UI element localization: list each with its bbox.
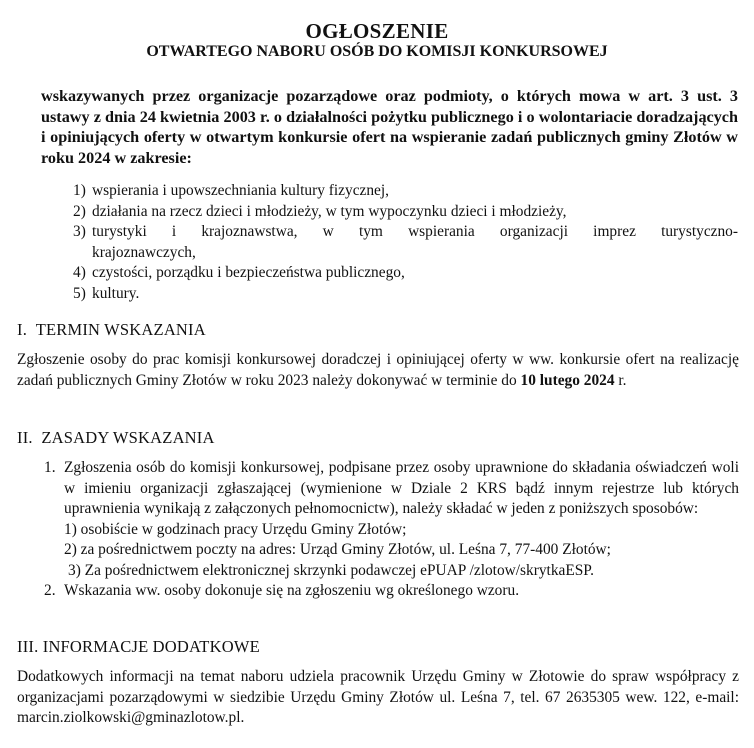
deadline-date: 10 lutego 2024 (520, 371, 615, 389)
deadline-text-end: r. (614, 371, 627, 389)
method-item: 2) za pośrednictwem poczty na adres: Urząd Gminy Złotów, ul. Leśna 7, 77-400 Złotów; (64, 541, 611, 558)
list-item-number: 2) (73, 202, 86, 220)
list-item-number: 1) (73, 182, 86, 199)
scope-list (73, 181, 738, 304)
list-item-text: czystości, porządku i bezpieczeństwa publicznego, (92, 264, 405, 281)
method-item: 1) osobiście w godzinach pracy Urzędu Gminy Złotów; (64, 520, 407, 538)
list-item-number: 3) (73, 223, 86, 240)
list-item-text: Zgłoszenia osób do komisji konkursowej, podpisane przez osoby uprawnione do składania oświadczeń woli w imieniu organizacji zgłaszającej (wymienione w Dziale 2 KRS bądź innym rejestrze lub których uprawnienia wynikają z załączonych pełnomocnictw), należy składać w jeden z poniższych sposobów: (64, 459, 739, 517)
rules-list (44, 458, 739, 602)
list-item-text: Wskazania ww. osoby dokonuje się na zgłoszeniu wg określonego wzoru. (64, 582, 520, 599)
list-item-text-continuation: krajoznawczych, (92, 243, 196, 261)
deadline-text: Zgłoszenie osoby do prac komisji konkursowej doradczej i opiniującej oferty w ww. konkursie ofert na realizację zadań publicznych Gminy Złotów w roku 2023 należy dokonywać w terminie do (17, 351, 739, 389)
list-item-text-wrap (92, 222, 738, 263)
list-item-text: turystyki i krajoznawstwa, w tym wspierania organizacji imprez turystyczno- (92, 223, 738, 240)
section-heading-rules (17, 428, 215, 448)
list-item-number: 1. (44, 459, 56, 476)
section-heading-deadline (17, 320, 206, 340)
section-title: TERMIN WSKAZANIA (35, 320, 206, 339)
document-title: OGŁOSZENIE (305, 19, 449, 43)
list-item (73, 222, 738, 263)
list-item-text: działania na rzecz dzieci i młodzieży, w tym wypoczynku dzieci i młodzieży, (92, 202, 567, 220)
list-item-number: 2. (44, 582, 56, 599)
list-item (73, 202, 738, 223)
list-item (73, 263, 738, 284)
section-title: ZASADY WSKAZANIA (41, 428, 215, 447)
additional-info-paragraph: Dodatkowych informacji na temat naboru udziela pracownik Urzędu Gminy w Złotowie do spraw współpracy z organizacjami pozarządowymi w siedzibie Urzędu Gminy Złotów ul. Leśna 7, tel. 67 2635305 wew. 122, e-mail: marcin.ziolkowski@gminazlotow.pl. (17, 668, 739, 726)
list-item-number: 5) (73, 284, 86, 302)
list-item (73, 181, 738, 202)
list-item-number: 4) (73, 264, 86, 281)
deadline-paragraph (17, 350, 739, 391)
intro-paragraph: wskazywanych przez organizacje pozarządowe oraz podmioty, o których mowa w art. 3 ust. 3 ustawy z dnia 24 kwietnia 2003 r. o działalności pożytku publicznego i o wolontariacie doradzających i opiniujących oferty w otwartym konkursie ofert na wspieranie zadań publicznych gminy Złotów w roku 2024 w zakresie: (41, 87, 738, 167)
section-heading-additional-info (17, 637, 260, 657)
section-title: INFORMACJE DODATKOWE (42, 637, 260, 656)
section-number: I. (17, 320, 28, 339)
method-item: 3) Za pośrednictwem elektronicznej skrzynki podawczej ePUAP /zlotow/skrytkaESP. (68, 561, 595, 579)
list-item (44, 458, 739, 581)
list-item (44, 581, 739, 602)
section-number: III. (17, 637, 39, 656)
list-item-text: kultury. (92, 284, 140, 302)
submission-methods-list (44, 520, 739, 582)
section-number: II. (17, 428, 33, 447)
list-item-text: wspierania i upowszechniania kultury fizycznej, (92, 182, 390, 199)
document-subtitle: OTWARTEGO NABORU OSÓB DO KOMISJI KONKURSOWEJ (146, 43, 608, 60)
list-item (73, 284, 738, 305)
